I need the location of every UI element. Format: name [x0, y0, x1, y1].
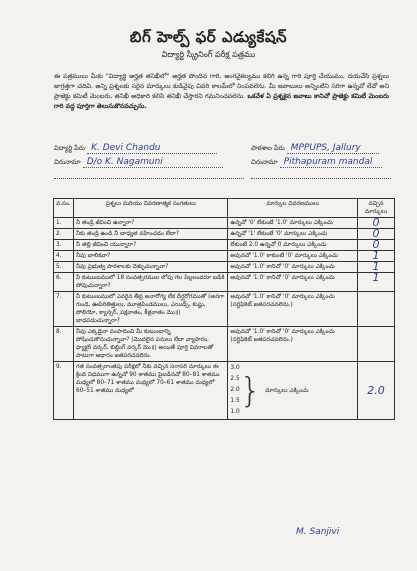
- row-marking: అవునచో '1.0' కాకుంటే '0' మార్కులు ఎక్కించు: [228, 251, 358, 262]
- scale-value: 1.5: [230, 398, 240, 404]
- row-mark-value[interactable]: 2.0: [358, 362, 395, 420]
- row-marking: [228, 362, 358, 420]
- address-row: [251, 157, 382, 168]
- row-mark-value[interactable]: 0: [358, 229, 395, 240]
- row-mark-value[interactable]: 1: [358, 251, 395, 262]
- table-row: [54, 362, 395, 420]
- row-mark-value[interactable]: [358, 292, 395, 327]
- table-row: [54, 327, 395, 362]
- row-question: నీవు బాలికవా?: [73, 251, 227, 262]
- page-subtitle: విద్యార్థి స్క్రీనింగ్ పరీక్ష పత్రము: [161, 50, 256, 59]
- row-marking: ఉన్నచో '0' లేకుంటే '1.0' మార్కులు ఎక్కించు: [228, 218, 358, 229]
- row-mark-value[interactable]: 1: [358, 262, 395, 273]
- instructions: [54, 72, 389, 112]
- student-name-row: [54, 143, 217, 154]
- blank-row-right: [251, 171, 391, 179]
- row-number: 8.: [54, 327, 74, 362]
- father-name-value[interactable]: D/o K. Nagamuni: [86, 157, 163, 167]
- student-name-label: విద్యార్థి పేరు: [54, 144, 86, 152]
- signature: M. Sanjivi: [296, 527, 340, 537]
- row-question: నీ కుటుంబములో ఎవరైన తీవ్ర అనారోగ్య లేక దీర్ఘరోగముతో (అనగా గుండె, ఊపిరితిత్తులు, మూత్రపిండములు, ఎయిడ్స్, కుష్టు, పోలియో, క్యాన్సర్, పక్షవాతం, కీళ్లవాతం మొ॥) బాధపడుచున్నారా?: [73, 292, 227, 327]
- row-question: గత సంవత్సరాంతపు పరీక్షలో నీకు వచ్చిన సరాసరి మార్కులు ఈ క్రింది విధముగా ఉన్నచో 90 శాతము పైబడినచో 80–81 శాతము మధ్యలో 80–71 శాతము మధ్యలో 70–61 శాతము మధ్యలో 60–51 శాతము మధ్యలో: [73, 362, 227, 420]
- scale-value: 1.0: [230, 409, 240, 415]
- row-number: 1.: [54, 218, 74, 229]
- row-number: 2.: [54, 229, 74, 240]
- row-marking: అవునచో '1.0' కానిచో '0' మార్కులు ఎక్కించు: [228, 273, 358, 292]
- row-mark-value[interactable]: 0: [358, 240, 395, 251]
- table-row: [54, 292, 395, 327]
- row-question: నీకు తండ్రి ఉండి నీ బాధ్యత వహించడం లేదా?: [73, 229, 227, 240]
- table-header-row: [54, 199, 395, 218]
- row-number: 9.: [54, 362, 74, 420]
- table-row: [54, 273, 395, 292]
- table-row: [54, 262, 395, 273]
- school-name-row: [251, 143, 379, 154]
- page-title: బిగ్ హెల్ప్ ఫర్ ఎడ్యుకేషన్: [129, 28, 288, 46]
- brace-icon: }: [239, 370, 262, 411]
- row-marking-text: మార్కులు ఎక్కించు: [265, 387, 309, 394]
- blank-row-left: [54, 171, 244, 179]
- scale-value: 3.0: [230, 365, 240, 371]
- row-number: 7.: [54, 292, 74, 327]
- screening-table: [53, 198, 395, 420]
- row-question: నీ కుటుంబములో 18 సంవత్సరముల లోపు గల పిల్లలందరూ బడికి పోవుచున్నారా?: [73, 273, 227, 292]
- row-marking: లేకుంటే 2.0 ఉన్నచో 0 మార్కులు ఎక్కించు: [228, 240, 358, 251]
- row-question: నీవు ప్రభుత్వ పాఠశాలకు వెళ్ళుచున్నావా?: [73, 262, 227, 273]
- address-value[interactable]: Pithapuram mandal: [283, 157, 373, 167]
- row-number: 5.: [54, 262, 74, 273]
- row-mark-value[interactable]: 0: [358, 218, 395, 229]
- instructions-text: ఈ పత్రములు మీకు "విద్యార్థి అర్హత తనిఖీలో" అర్హత పొందిన గారి, అంగవైకల్యము కలిగి ఉన్న గారి పూర్తి చేయుము, దయచేసి ప్రశ్నలు జాగ్రత్తగా చదివి, అన్ని ప్రశ్నలకు సరైన మార్కులు కుడివైపు చివరి కాలమ్‌లో నింపవలెను. మీ జవాబులు అన్నింటిని సరిగా ఉన్నవో లేవో అని ప్రాజెక్టు కమిటీ మెంబరు, తనిఖీ అధికారి కలిసి తనిఖీ చేస్తారని గమనించవలెను.: [54, 73, 389, 100]
- address-label: చిరునామా: [251, 158, 278, 166]
- row-number: 3.: [54, 240, 74, 251]
- table-row: [54, 229, 395, 240]
- row-question: నీ తల్లి జీవించి యున్నారా?: [73, 240, 227, 251]
- student-name-value[interactable]: K. Devi Chandu: [91, 143, 161, 153]
- row-number: 6.: [54, 273, 74, 292]
- table-row: [54, 251, 395, 262]
- row-mark-value[interactable]: [358, 327, 395, 362]
- instructions-note: ఒకవేళ ఏ ప్రశ్నకైన జవాబు కానిచో ప్రాజెక్టు కమిటీ మెంబరు గారి వద్ద పూర్తిగా తెలుసుకొనవచ్చును.: [54, 93, 389, 110]
- table-row: [54, 240, 395, 251]
- table-row: [54, 218, 395, 229]
- row-marking: అవునచో '1.0' కానిచో '0' మార్కులు ఎక్కించు (సర్టిఫికెట్ జతపరచవలెను.): [228, 327, 358, 362]
- scale-value: 2.0: [230, 387, 240, 393]
- row-marking: ఉన్నచో '1' లేకుంటే '0' మార్కులు ఎక్కించు: [228, 229, 358, 240]
- row-mark-value[interactable]: 1: [358, 273, 395, 292]
- header-marking: మార్కుల వివరణములు: [228, 199, 358, 218]
- row-question: నీ తండ్రి జీవించి ఉన్నారా?: [73, 218, 227, 229]
- score-scale: [230, 363, 239, 418]
- scale-value: 2.5: [230, 376, 240, 382]
- father-name-row: [54, 157, 223, 168]
- row-marking: అవునచో '1.0' కానిచో '0' మార్కులు ఎక్కించు: [228, 262, 358, 273]
- father-name-label: చిరునామా: [54, 158, 81, 166]
- row-marking: అవునచో '1.0' కానిచో '0' మార్కులు ఎక్కించు (సర్టిఫికెట్ జతపరచవలెను.): [228, 292, 358, 327]
- header-sno: వ.సం.: [54, 199, 74, 218]
- row-number: 4.: [54, 251, 74, 262]
- header-marks: వచ్చిన మార్కులు: [358, 199, 395, 218]
- school-name-value[interactable]: MPPUPS, Jallury: [290, 143, 361, 153]
- row-question: నీవు ఎక్కడైనా సంపాదించి మీ కుటుంబాన్ని పోషించుకొనుచున్నావా? (మొదలైన పనులు లేదా వ్యాపారం, ఫ్యాక్టరీ వర్కర్, బిల్డింగ్ వర్కర్ మొ॥) అయితే పూర్తి వివరాలతో పాటుగా ఆధారం జతపరచవలెను.: [73, 327, 227, 362]
- school-name-label: పాఠశాల పేరు: [251, 144, 285, 152]
- header-question: ప్రశ్నలు మరియు వివరణాత్మక సంగతులు: [73, 199, 227, 218]
